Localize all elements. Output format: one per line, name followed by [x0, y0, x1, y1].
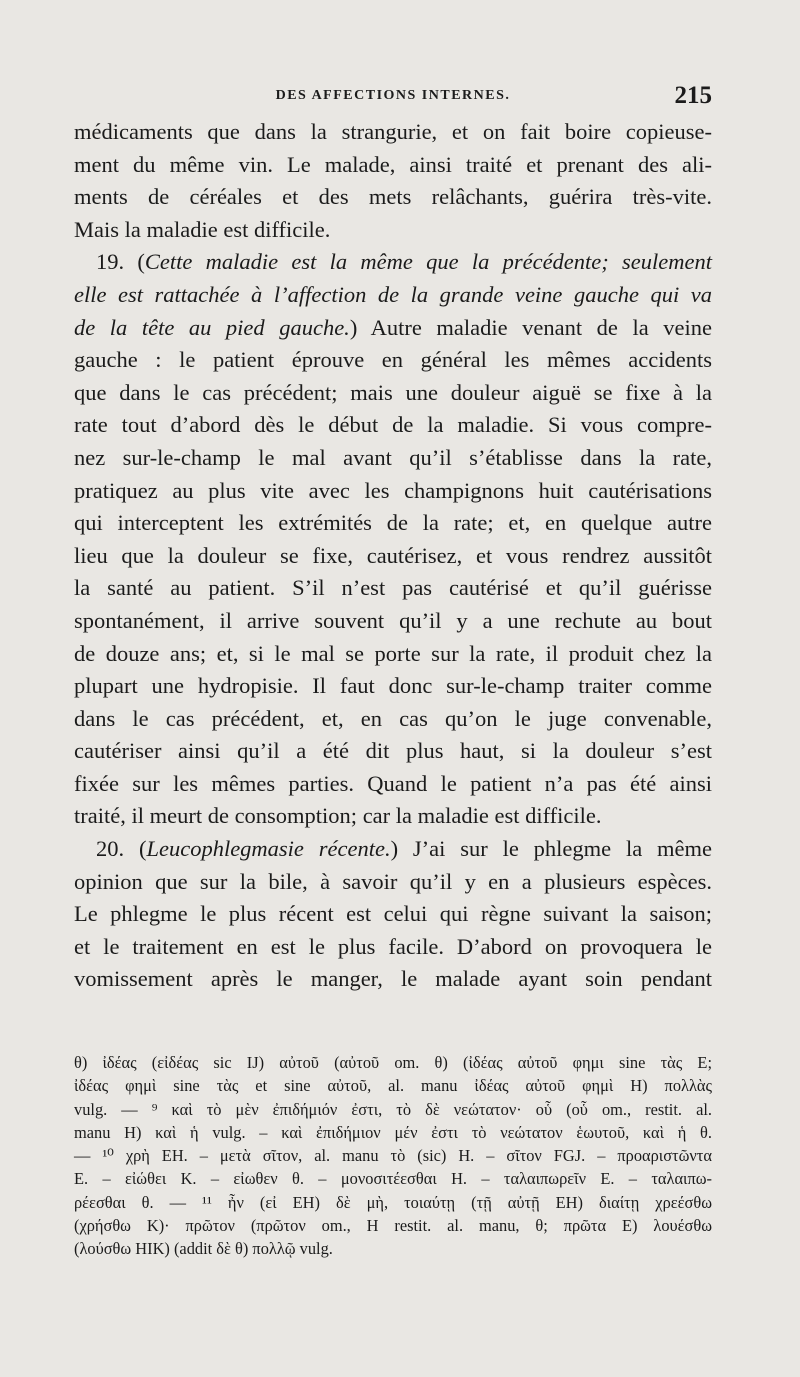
text-line: opinion que sur la bile, à savoir qu’il y en a plusieurs espèces. [74, 868, 712, 894]
text-line: vomissement après le manger, le malade ayant soin pendant [74, 966, 712, 992]
footnote-line: vulg. — ⁹ καὶ τὸ μὲν ἐπιδήμιόν ἐστι, τὸ δὲ νεώτατον· οὗ (οὗ om., restit. al. [74, 1099, 712, 1119]
footnote-line: (χρήσθω K)· πρῶτον (πρῶτον om., H restit. al. manu, θ; πρῶτα E) λουέσθω [74, 1216, 712, 1236]
page-header [74, 82, 712, 110]
text-line: que dans le cas précédent; mais une douleur aiguë se fixe à la [74, 379, 712, 405]
text-line: pratiquez au plus vite avec les champignons huit cautérisations [74, 477, 712, 503]
text-line: ments de céréales et des mets relâchants, guérira très-vite. [74, 184, 712, 210]
running-title: DES AFFECTIONS INTERNES. [275, 88, 511, 103]
footnote-line: manu H) καὶ ἡ vulg. – καὶ ἐπιδήμιον μέν ἐστι τὸ νεώτατον ἑωυτοῦ, καὶ ἡ θ. [74, 1122, 712, 1142]
text-line: spontanément, il arrive souvent qu’il y a une rechute au bout [74, 607, 712, 633]
text-line: 19. (Cette maladie est la même que la précédente; seulement [96, 249, 712, 275]
text-line: de la tête au pied gauche.) Autre maladie venant de la veine [74, 314, 712, 340]
text-line: traité, il meurt de consomption; car la maladie est difficile. [74, 803, 602, 829]
footnote-line: — ¹⁰ χρὴ EH. – μετὰ σῖτον, al. manu τὸ (sic) H. – σῖτον FGJ. – προαριστῶντα [74, 1146, 712, 1166]
text-line: de douze ans; et, si le mal se porte sur la rate, il produit chez la [74, 640, 712, 666]
text-line: rate tout d’abord dès le début de la maladie. Si vous compre- [74, 412, 712, 438]
text-line: médicaments que dans la strangurie, et on fait boire copieuse- [74, 119, 712, 144]
page-number: 215 [674, 82, 712, 109]
text-line: dans le cas précédent, et, en cas qu’on le juge convenable, [74, 705, 712, 731]
footnotes [74, 1051, 712, 1261]
text-line: cautériser ainsi qu’il a été dit plus haut, si la douleur s’est [74, 738, 712, 764]
text-line: elle est rattachée à l’affection de la grande veine gauche qui va [74, 281, 712, 307]
text-line: lieu que la douleur se fixe, cautérisez, et vous rendrez aussitôt [74, 542, 712, 568]
footnote-line: (λούσθω HIK) (addit δὲ θ) πολλῷ vulg. [74, 1239, 333, 1259]
text-line: 20. (Leucophlegmasie récente.) J’ai sur le phlegme la même [96, 836, 713, 862]
text-line: plupart une hydropisie. Il faut donc sur-le-champ traiter comme [74, 673, 712, 699]
footnote-line: E. – εἰώθει K. – εἰωθεν θ. – μονοσιτέεσθαι H. – ταλαιπωρεῖν E. – ταλαιπω- [74, 1169, 712, 1189]
text-line: nez sur-le-champ le mal avant qu’il s’établisse dans la rate, [74, 444, 712, 470]
main-text [74, 116, 712, 996]
footnote-line: ἰδέας φημὶ sine τὰς et sine αὐτοῦ, al. manu ἰδέας αὐτοῦ φημὶ H) πολλὰς [74, 1076, 712, 1096]
text-line: la santé au patient. S’il n’est pas cautérisé et qu’il guérisse [74, 575, 712, 601]
text-line: fixée sur les mêmes parties. Quand le patient n’a pas été ainsi [74, 770, 712, 796]
text-line: ment du même vin. Le malade, ainsi traité et prenant des ali- [74, 151, 712, 177]
footnote-line: ρέεσθαι θ. — ¹¹ ἦν (εἰ EH) δὲ μὴ, τοιαύτῃ (τῇ αὐτῇ EH) διαίτῃ χρεέσθω [74, 1192, 712, 1212]
text-line: Le phlegme le plus récent est celui qui règne suivant la saison; [74, 901, 712, 927]
footnote-line: θ) ἰδέας (εἰδέας sic IJ) αὐτοῦ (αὐτοῦ om. θ) (ἰδέας αὐτοῦ φημι sine τὰς E; [74, 1053, 712, 1072]
text-line: gauche : le patient éprouve en général les mêmes accidents [74, 347, 712, 373]
text-line: et le traitement en est le plus facile. D’abord on provoquera le [74, 933, 712, 959]
text-line: qui interceptent les extrémités de la rate; et, en quelque autre [74, 510, 712, 536]
text-line: Mais la maladie est difficile. [74, 216, 331, 242]
